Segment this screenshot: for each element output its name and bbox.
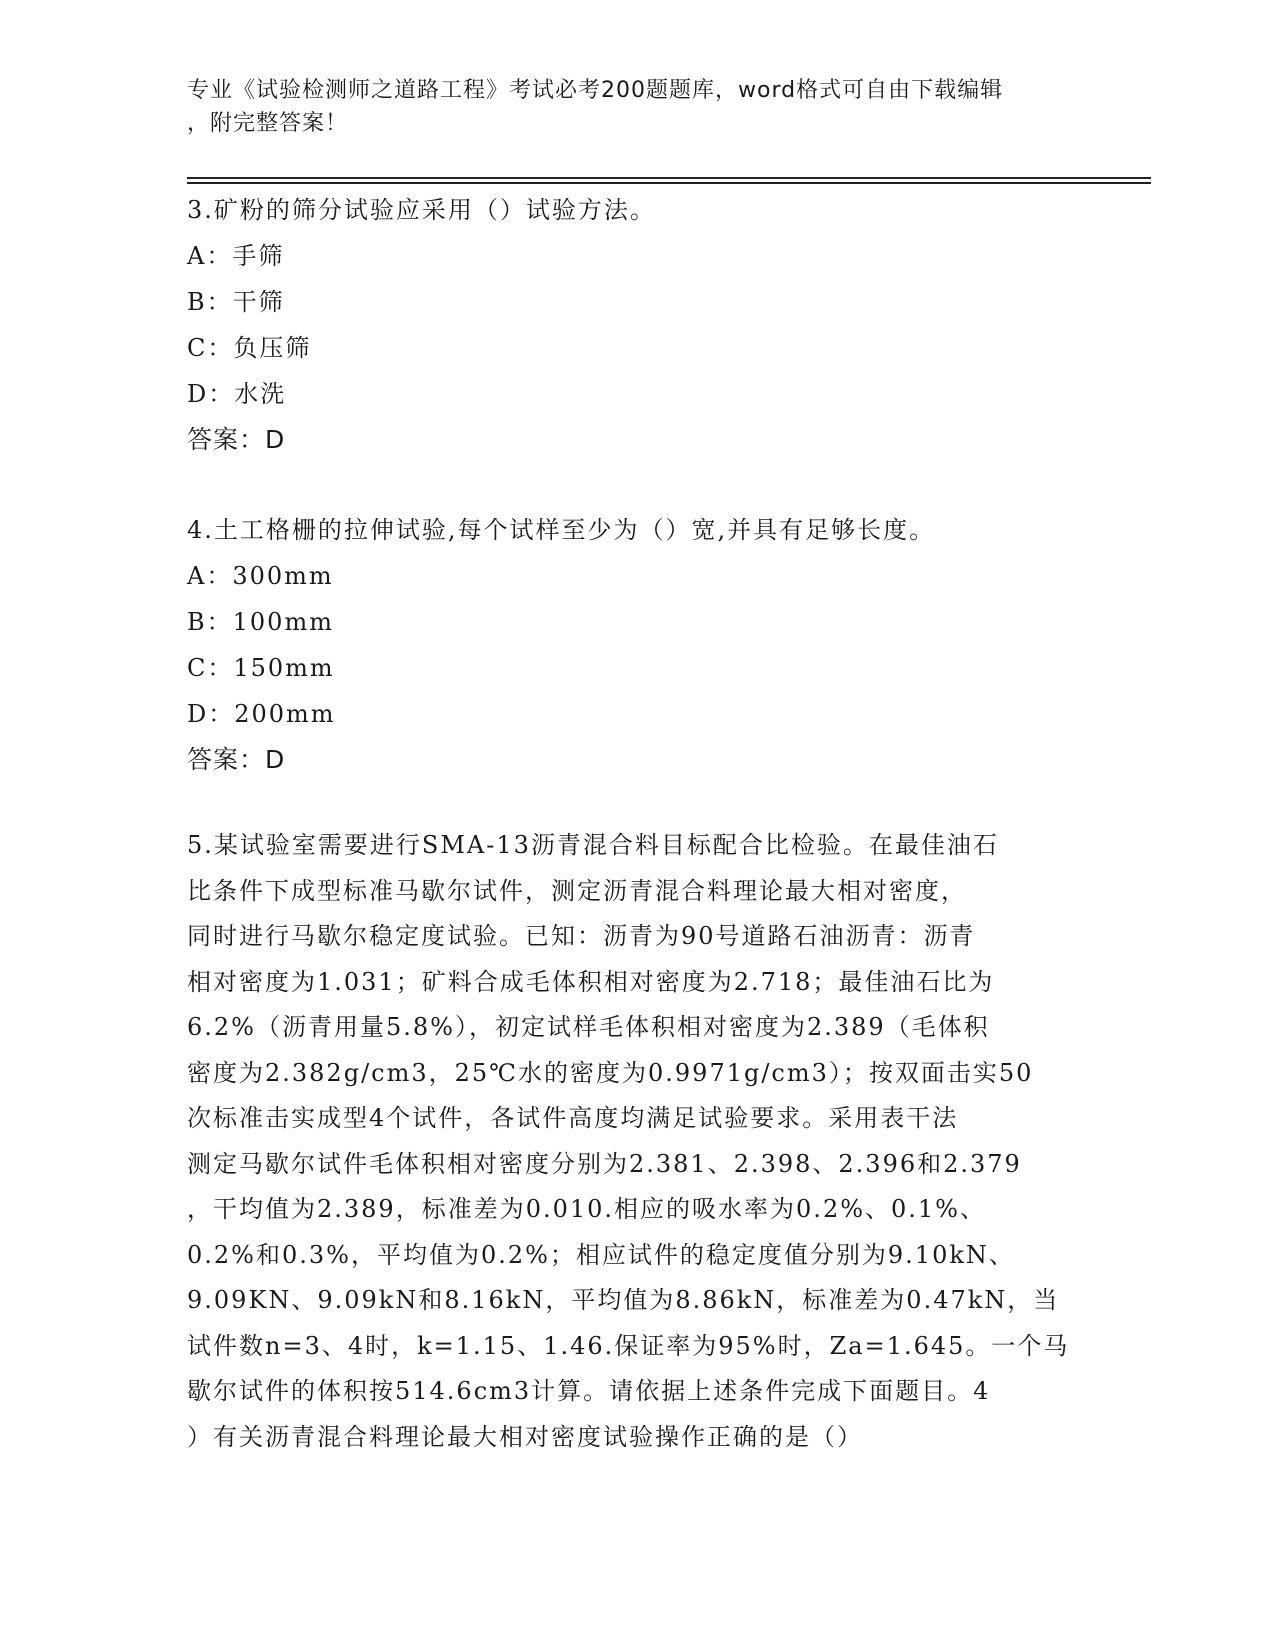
question-stem-line: ，干均值为2.389，标准差为0.010.相应的吸水率为0.2%、0.1%、 <box>187 1195 986 1223</box>
question-stem-line: 测定马歇尔试件毛体积相对密度分别为2.381、2.398、2.396和2.379 <box>187 1149 1022 1178</box>
question-stem-line: ）有关沥青混合料理论最大相对密度试验操作正确的是（） <box>187 1422 863 1451</box>
document-header <box>187 74 1087 140</box>
question-stem-line: 相对密度为1.031；矿料合成毛体积相对密度为2.718；最佳油石比为 <box>187 967 995 996</box>
question-stem-line: 密度为2.382g/cm3，25℃水的密度为0.9971g/cm3）；按双面击实50 <box>187 1058 1034 1087</box>
option-b: B：干筛 <box>187 288 285 316</box>
question-stem-line: 试件数n=3、4时，k=1.15、1.46.保证率为95%时，Za=1.645。一个马 <box>187 1331 1070 1360</box>
question-stem-line: 歇尔试件的体积按514.6cm3计算。请依据上述条件完成下面题目。4 <box>187 1377 991 1405</box>
option-c: C：负压筛 <box>187 334 312 362</box>
question-3 <box>187 187 1087 463</box>
option-c: C：150mm <box>187 654 335 682</box>
question-stem-line: 同时进行马歇尔稳定度试验。已知：沥青为90号道路石油沥青：沥青 <box>187 922 976 950</box>
header-line: 专业《试验检测师之道路工程》考试必考200题题库，word格式可自由下载编辑 <box>187 78 1004 103</box>
answer-label: 答案：D <box>187 745 286 774</box>
question-stem-line: 5.某试验室需要进行SMA-13沥青混合料目标配合比检验。在最佳油石 <box>187 831 999 859</box>
question-5 <box>187 823 1087 1460</box>
question-stem-line: 9.09KN、9.09kN和8.16kN，平均值为8.86kN，标准差为0.47kN，当 <box>187 1286 1060 1314</box>
question-stem-line: 6.2%（沥青用量5.8%），初定试样毛体积相对密度为2.389（毛体积 <box>187 1013 990 1041</box>
option-b: B：100mm <box>187 608 334 636</box>
answer-label: 答案：D <box>187 425 286 454</box>
question-stem: 3.矿粉的筛分试验应采用（）试验方法。 <box>187 196 656 224</box>
question-stem-line: 比条件下成型标准马歇尔试件，测定沥青混合料理论最大相对密度， <box>187 876 967 905</box>
option-d: D：200mm <box>187 700 336 728</box>
option-a: A：300mm <box>187 562 334 590</box>
header-divider-bottom <box>187 182 1151 184</box>
question-stem: 4.土工格栅的拉伸试验,每个试样至少为（）宽,并具有足够长度。 <box>187 516 936 544</box>
header-line: ，附完整答案！ <box>187 111 349 136</box>
option-a: A：手筛 <box>187 242 285 270</box>
header-divider-top <box>187 177 1151 179</box>
option-d: D：水洗 <box>187 380 287 408</box>
question-4 <box>187 507 1087 783</box>
question-stem-line: 0.2%和0.3%，平均值为0.2%；相应试件的稳定度值分别为9.10kN、 <box>187 1240 1015 1269</box>
question-stem-line: 次标准击实成型4个试件，各试件高度均满足试验要求。采用表干法 <box>187 1104 959 1132</box>
